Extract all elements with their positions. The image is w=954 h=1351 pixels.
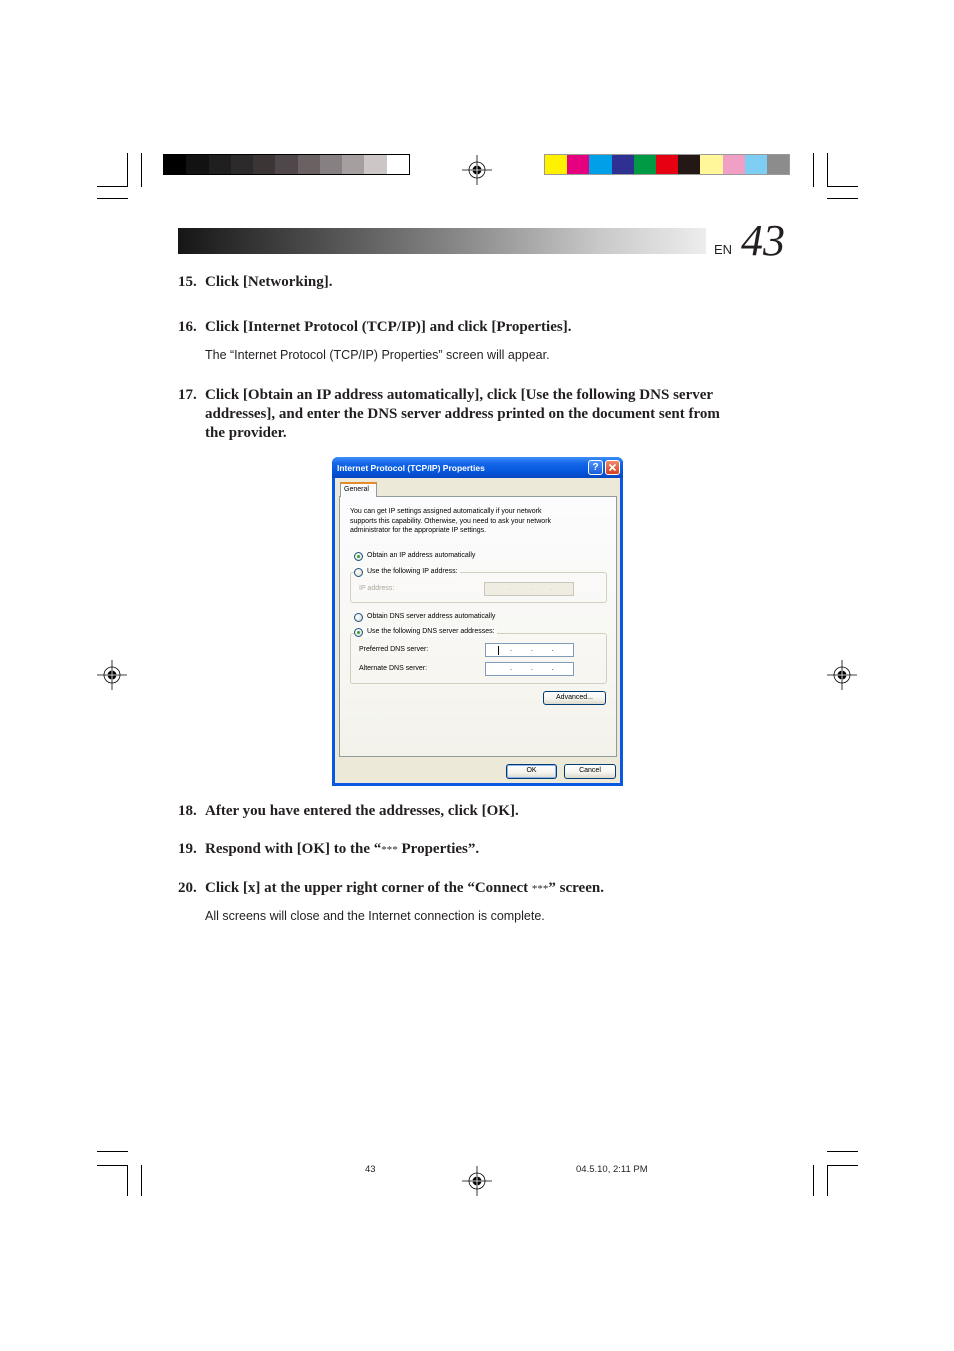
close-button[interactable] xyxy=(605,460,620,475)
step-text xyxy=(205,840,798,860)
process-color-bar xyxy=(544,154,790,175)
color-swatch xyxy=(186,155,208,174)
radio-button[interactable] xyxy=(354,568,363,577)
step-text-part: Properties”. xyxy=(397,841,480,857)
color-swatch xyxy=(231,155,253,174)
color-swatch xyxy=(567,155,589,174)
step-line: After you have entered the addresses, click [OK]. xyxy=(205,803,519,819)
dialog-title: Internet Protocol (TCP/IP) Properties xyxy=(337,463,485,473)
color-swatch xyxy=(364,155,386,174)
step-number: 17. xyxy=(178,387,197,403)
radio-button[interactable] xyxy=(354,552,363,561)
radio-obtain-ip-auto[interactable] xyxy=(354,551,475,561)
advanced-button[interactable]: Advanced... xyxy=(543,691,606,705)
color-swatch xyxy=(545,155,567,174)
step-line: the provider. xyxy=(205,425,287,441)
ok-button[interactable]: OK xyxy=(506,764,557,779)
step-20 xyxy=(178,879,798,899)
crop-mark xyxy=(97,1151,128,1152)
step-number: 20. xyxy=(178,880,197,896)
radio-label: Obtain DNS server address automatically xyxy=(367,613,496,620)
ip-field-separators: . . . xyxy=(509,585,553,592)
registration-mark-icon xyxy=(461,1165,493,1197)
ip-field-separators: . . . xyxy=(510,665,554,672)
crop-mark xyxy=(97,198,128,199)
registration-mark-icon xyxy=(826,659,858,691)
footer-timestamp: 04.5.10, 2:11 PM xyxy=(576,1164,648,1175)
crop-mark xyxy=(827,198,858,199)
step-text-part: Respond with [OK] to the “ xyxy=(205,841,382,857)
dialog-title-bar xyxy=(332,457,623,478)
page-number: 43 xyxy=(741,216,785,265)
color-swatch xyxy=(209,155,231,174)
step-text xyxy=(205,318,798,337)
crop-mark xyxy=(827,1165,828,1196)
step-text-part: Click [x] at the upper right corner of the “Connect xyxy=(205,880,532,896)
description-line: You can get IP settings assigned automatically if your network xyxy=(350,508,542,515)
color-swatch xyxy=(700,155,722,174)
text-cursor xyxy=(498,646,499,655)
registration-mark-icon xyxy=(461,154,493,186)
dns-server-group xyxy=(350,633,607,684)
step-line: Click [Networking]. xyxy=(205,274,333,290)
crop-mark xyxy=(827,153,828,187)
crop-mark xyxy=(827,1165,858,1166)
header-gradient-band xyxy=(178,228,706,254)
step-text-part: ” screen. xyxy=(548,880,604,896)
placeholder-asterisks: *** xyxy=(381,844,398,856)
crop-mark xyxy=(813,153,814,187)
step-16-note: The “Internet Protocol (TCP/IP) Properties” screen will appear. xyxy=(205,348,550,362)
color-swatch xyxy=(320,155,342,174)
color-swatch xyxy=(745,155,767,174)
crop-mark xyxy=(127,153,128,187)
ip-address-label: IP address: xyxy=(359,585,395,592)
color-swatch xyxy=(767,155,789,174)
color-swatch xyxy=(164,155,186,174)
crop-mark xyxy=(827,1151,858,1152)
step-number: 19. xyxy=(178,841,197,857)
step-19 xyxy=(178,840,798,860)
tcpip-properties-dialog xyxy=(332,457,623,786)
color-swatch xyxy=(612,155,634,174)
crop-mark xyxy=(141,1165,142,1196)
radio-button[interactable] xyxy=(354,628,363,637)
crop-mark xyxy=(141,153,142,187)
crop-mark xyxy=(127,1165,128,1196)
radio-label: Obtain an IP address automatically xyxy=(367,552,476,559)
ip-field-separators: . . . xyxy=(510,646,554,653)
color-swatch xyxy=(634,155,656,174)
step-20-note: All screens will close and the Internet connection is complete. xyxy=(205,909,545,923)
language-label: EN xyxy=(714,242,733,257)
color-swatch xyxy=(678,155,700,174)
step-18 xyxy=(178,802,798,821)
registration-mark-icon xyxy=(96,659,128,691)
step-text xyxy=(205,879,798,899)
crop-mark xyxy=(813,1165,814,1196)
tab-general[interactable]: General xyxy=(340,482,377,497)
color-swatch xyxy=(387,155,409,174)
crop-mark xyxy=(97,186,128,187)
step-number: 18. xyxy=(178,803,197,819)
color-swatch xyxy=(723,155,745,174)
dialog-description xyxy=(350,507,551,536)
radio-use-following-ip[interactable] xyxy=(354,567,460,577)
grayscale-color-bar xyxy=(163,154,410,175)
help-icon: ? xyxy=(592,461,599,473)
alternate-dns-label: Alternate DNS server: xyxy=(359,665,428,672)
color-swatch xyxy=(275,155,297,174)
step-line: addresses], and enter the DNS server address printed on the document sent from xyxy=(205,406,720,422)
step-line: Click [Obtain an IP address automatically], click [Use the following DNS server xyxy=(205,387,714,403)
color-swatch xyxy=(342,155,364,174)
step-16 xyxy=(178,318,798,337)
alternate-dns-field[interactable] xyxy=(485,662,574,676)
preferred-dns-field[interactable] xyxy=(485,643,574,657)
color-swatch xyxy=(253,155,275,174)
radio-button[interactable] xyxy=(354,613,363,622)
radio-obtain-dns-auto[interactable] xyxy=(354,612,495,622)
color-swatch xyxy=(656,155,678,174)
step-number: 16. xyxy=(178,319,197,335)
radio-label: Use the following IP address: xyxy=(367,568,458,575)
crop-mark xyxy=(827,186,858,187)
description-line: administrator for the appropriate IP settings. xyxy=(350,527,487,534)
step-number: 15. xyxy=(178,274,197,290)
color-swatch xyxy=(298,155,320,174)
radio-label: Use the following DNS server addresses: xyxy=(367,628,495,635)
help-button[interactable] xyxy=(588,460,603,475)
step-line: Click [Internet Protocol (TCP/IP)] and click [Properties]. xyxy=(205,319,572,335)
footer-page-number: 43 xyxy=(365,1164,376,1175)
step-text xyxy=(205,273,798,292)
preferred-dns-label: Preferred DNS server: xyxy=(359,646,429,653)
color-swatch xyxy=(589,155,611,174)
description-line: supports this capability. Otherwise, you need to ask your network xyxy=(350,517,552,525)
step-17 xyxy=(178,386,798,443)
placeholder-asterisks: *** xyxy=(531,883,549,895)
cancel-button[interactable]: Cancel xyxy=(564,764,616,779)
close-icon xyxy=(608,463,617,472)
crop-mark xyxy=(97,1165,128,1166)
radio-use-following-dns[interactable] xyxy=(354,627,497,637)
ip-address-field[interactable] xyxy=(484,582,574,596)
step-text xyxy=(205,802,798,821)
step-text xyxy=(205,386,798,443)
step-15 xyxy=(178,273,798,292)
